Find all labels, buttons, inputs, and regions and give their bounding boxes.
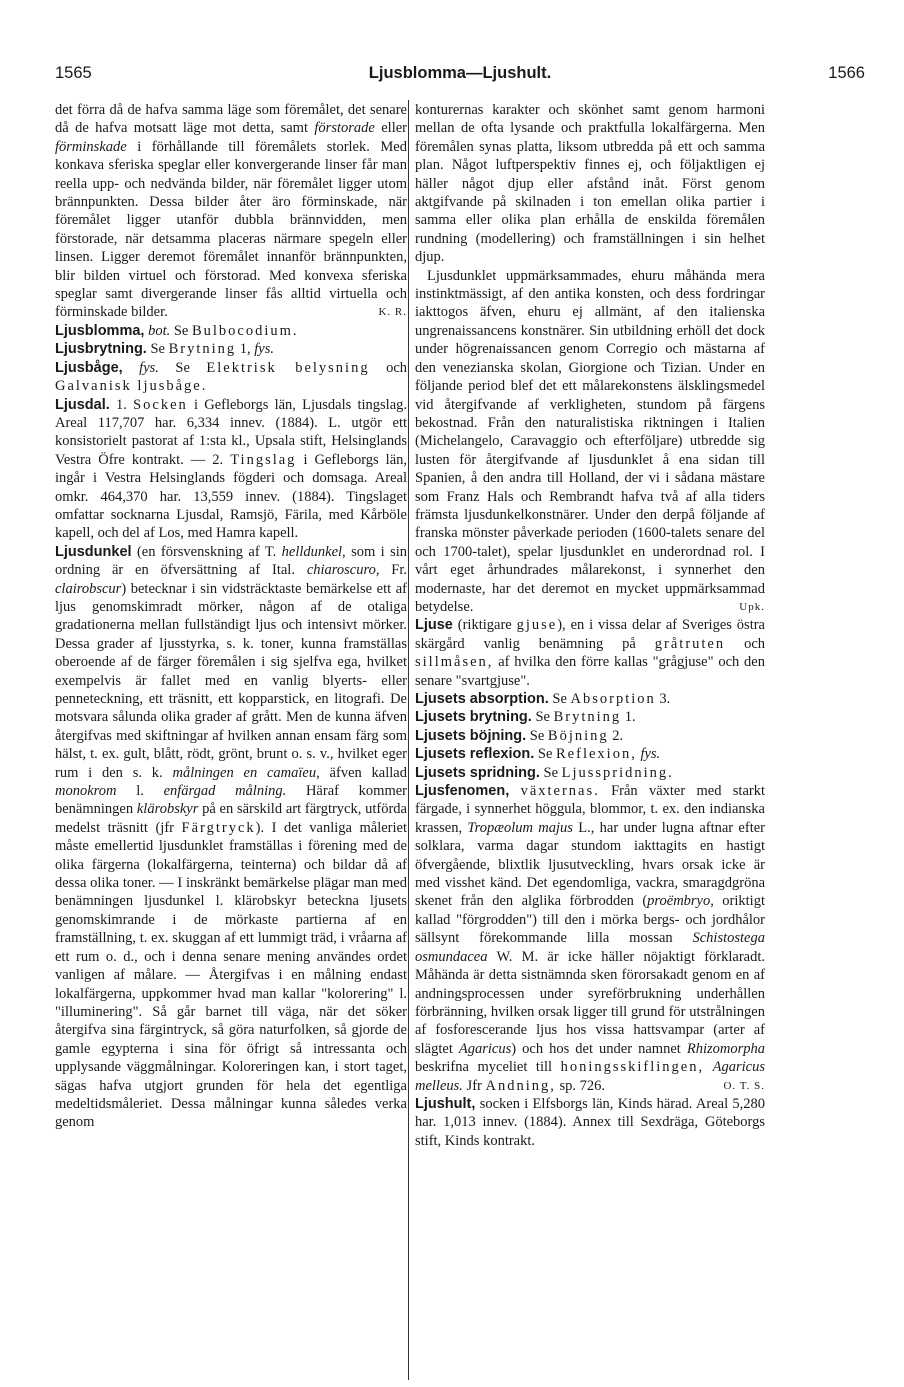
headword: Ljusbrytning. bbox=[55, 341, 147, 358]
headword: Ljusets absorption. bbox=[415, 691, 549, 707]
entry-ljusfenomen: Ljusfenomen, växternas. Från växter med starkt färgade, i synnerhet höggula, blommor, t. ex. den indianska krassen, Tropæolum majus L., har under lugna aftnar efter solklara, varma dagar stundom iakttagits en hastigt öfvergående, blixtlik ljusutveckling, hvars orsak icke är med visshet känd. Det egendomliga, vackra, smaragdgröna skenet från den alglika förbrodden (proëmbryo, oriktigt kallad "förgrodden") till den i mörka bergs- och jordhålor sällsynt förekommande lilla mossan Schistostega osmundacea W. M. är icke häller nöjaktigt förklaradt. Måhända är detta sistnämnda sken förorsakadt genom en af andningsprocessen under syreförbrukning underhållen förbränning, hvilken orsak ligger till grund för utstrålningen af fosforescerande ljus hos vissa hattsvampar (arter af slägtet Agaricus) och hos det under namnet Rhizomorpha beskrifna myceliet till honingsskiflingen, Agaricus melleus. Jfr Andning, sp. 726. O. T. S. bbox=[415, 783, 765, 1094]
entry-ljusbage: Ljusbåge, fys. Se Elektrisk belysning och Galvanisk ljusbåge. bbox=[55, 359, 408, 395]
entry-ljusdal: Ljusdal. 1. Socken i Gefleborgs län, Ljusdals tingslag. Areal 117,707 har. 6,334 innev. (1884). L. utgör ett konsistorielt pastorat af 1:sta kl., Upsala stift, Helsinglands Vestra Öfre kontrakt. — 2. Tingslag i Gefleborgs län, ingår i Vestra Helsinglands fögderi och domsaga. Areal omkr. 464,370 har. 13,559 innev. (1884). Tingslaget omfattar socknarna Ljusdal, Ramsjö, Färila, med Kårböle kapell, och del af Los, med Hamra kapell. bbox=[55, 396, 408, 542]
continuation-paragraph-2: Ljusdunklet uppmärksammades, ehuru måhända mera instinktmässigt, af den antika konsten, och dess fordringar iakttogos äfven, ehuru ej allmänt, af den italienska ungrenaissancens konstnärer. Sin utbildning erhöll det dock under högrenaissancen genom Corregio och mästarna af den venezianska skolan, Giorgione och Tizian. Under en följande period blef det ett målarekonstens älsklingsmedel vid återgifvande af verkligheten, stundom på färgens bekostnad. Från den naturalistiska riktningen i Italien (Michelangelo, Caravaggio och efterföljare) utbredde sig lusten för återgifvande af ljusdunklet å ena sidan till Spanien, å den andra till Holland, der vi i sådana mästare som Franz Hals och Rembrandt hafva två af alla tiders främsta ljusdunkelkonstnärer. Under den derpå följande af franska mönster påverkade perioden (1600-talets senare del och 1700-talet), spelar ljusdunklet en underordnad rol. I vårt eget århundrades målarekonst, i synnerhet den modernaste, har det deremot en mycket uppmärksammad betydelse. Upk. bbox=[415, 267, 765, 615]
page-number-left: 1565 bbox=[55, 64, 92, 82]
entry-ljushult: Ljushult, socken i Elfsborgs län, Kinds härad. Areal 5,280 har. 1,013 innev. (1884). Annex till Sexdräga, Göteborgs stift, Kinds kontrakt. bbox=[415, 1095, 765, 1149]
continuation-paragraph: det förra då de hafva samma läge som föremålet, det senare då de hafva motsatt läge mot detta, samt förstorade eller förminskade i förhållande till föremålets storlek. Med konkava sferiska speglar eller konvergerande linser får man reella upp- och nedvända bilder, när föremålet ligger utom brännpunkten. Dessa bilder åter äro förminskade, när föremålet ligger utanför dubbla brännvidden, men förstorade, när detsamma placeras närmare spegeln eller linsen. Ligger deremot föremålet innanför brännpunkten, blir bilden virtuel och förstorad. Med konvexa sferiska speglar samt divergerande linser fås alltid virtuella och förminskade bilder. K. R. bbox=[55, 102, 407, 321]
cross-reference: Elektrisk belysning bbox=[206, 359, 370, 376]
left-column bbox=[55, 101, 407, 1132]
headword: Ljusets spridning. bbox=[415, 764, 540, 781]
headword: Ljusets brytning. bbox=[415, 709, 532, 726]
right-column bbox=[415, 101, 765, 1150]
entry-ljusets-bojning: Ljusets böjning. Se Böjning 2. bbox=[415, 727, 624, 744]
headword: Ljusbåge, bbox=[55, 359, 123, 376]
author-signature: K. R. bbox=[378, 306, 407, 319]
entry-ljusets-absorption: Ljusets absorption. Se Absorption 3. bbox=[415, 691, 671, 707]
headword: Ljusets reflexion. bbox=[415, 746, 535, 763]
headword: Ljusdunkel bbox=[55, 543, 132, 560]
entry-ljusets-reflexion: Ljusets reflexion. Se Reflexion, fys. bbox=[415, 746, 661, 763]
headword: Ljusdal. bbox=[55, 396, 110, 413]
continuation-paragraph: konturernas karakter och skönhet samt genom harmoni mellan de ofta lysande och praktfulla lokalfärgerna. Men föremålen synas platta, liksom utbredda på ett och samma plan. Något luftperspektiv finnes ej, och följaktligen ej häller något djup eller afstånd inåt. Först genom aktgifvande på skilnaden i ton emellan olika partier i samma eller olika plan erhålla de enskilda föremålen rundning (modellering) och framställningen i sin helhet djup. bbox=[415, 102, 765, 266]
headword: Ljusfenomen, bbox=[415, 783, 510, 800]
cross-reference: Brytning bbox=[168, 341, 237, 358]
entry-ljusets-brytning: Ljusets brytning. Se Brytning 1. bbox=[415, 709, 636, 726]
headword: Ljuse bbox=[415, 617, 453, 634]
entry-ljusblomma: Ljusblomma, bot. Se Bulbocodium. bbox=[55, 322, 299, 339]
headword: Ljusets böjning. bbox=[415, 727, 527, 744]
page-number-right: 1566 bbox=[828, 64, 865, 82]
running-title: Ljusblomma—Ljushult. bbox=[368, 64, 552, 82]
entry-ljusets-spridning: Ljusets spridning. Se Ljusspridning. bbox=[415, 764, 674, 781]
cross-reference: Galvanisk ljusbåge. bbox=[55, 378, 208, 395]
entry-ljusbrytning: Ljusbrytning. Se Brytning 1, fys. bbox=[55, 341, 275, 358]
author-signature: Upk. bbox=[739, 600, 765, 613]
author-signature: O. T. S. bbox=[723, 1079, 765, 1092]
column-divider bbox=[408, 100, 409, 1380]
headword: Ljusblomma, bbox=[55, 322, 145, 339]
headword: Ljushult, bbox=[415, 1095, 476, 1112]
cross-reference: Bulbocodium. bbox=[191, 322, 299, 339]
entry-ljusdunkel: Ljusdunkel (en försvenskning af T. helldunkel, som i sin ordning är en öfversättning af Ital. chiaroscuro, Fr. clairobscur) betecknar i sin vidsträcktaste bemärkelse ett af ljus genomskimradt mörker, någon af de otaliga gradationerna mellan fullständigt ljus och intensivt mörker. Dessa grader af ljusstyrka, s. k. toner, kunna framställas oberoende af de färger föremålen i sig sjelfva ega, hvilket exempelvis är fallet med en vanlig blyerts- eller penneteckning, ett träsnitt, ett kopparstick, en litografi. De motsvara sålunda olika grader af grått. Men de kunna äfven återgifvas med skiftningar af hvilken annan ensam färg som hälst, t. ex. gult, blått, rödt, grönt, brunt o. s. v., hvilket eger rum i den s. k. målningen en camaïeu, äfven kallad monokrom l. enfärgad målning. Häraf kommer benämningen klärobskyr på en särskild art färgtryck, utförda medelst träsnitt (jfr Färgtryck). I det vanliga måleriet måste emellertid ljusdunklet framställas i förening med de olika färgerna (lokalfärgerna, teinterna) och bildar då af dessa olika toner. — I inskränkt bemärkelse plägar man med benämningen ljusdunkel l. klärobskyr beteckna ljusets genomskimrande i de mörkaste partierna af en framställning, t. ex. skuggan af ett lummigt träd, i vråarna af ett rum o. d., och i denna senare mening användes ordet vanligen af målare. — Återgifvas i en målning endast lokalfärgerna, uppkommer hvad man kallar "kolorering" l. "illuminering". Så går barnet till väga, när det söker återgifva sina färgintryck, så göra naturfolken, så gjorde de gamle egypterna i sina för öfrigt så intressanta och upplysande väggmålningar. Koloreringen kan, i stort taget, sägas hafva utgjort grunden för hela det egentliga medeltidsmåleriet. Dessa målningar kunna således verka genom bbox=[55, 543, 408, 1131]
page-header bbox=[55, 64, 865, 86]
entry-ljuse: Ljuse (riktigare gjuse), en i vissa delar af Sveriges östra skärgård vanlig benämning på gråtruten och sillmåsen, af hvilka den förre kallas "grågjuse" och den senare "svartgjuse". bbox=[415, 617, 765, 689]
